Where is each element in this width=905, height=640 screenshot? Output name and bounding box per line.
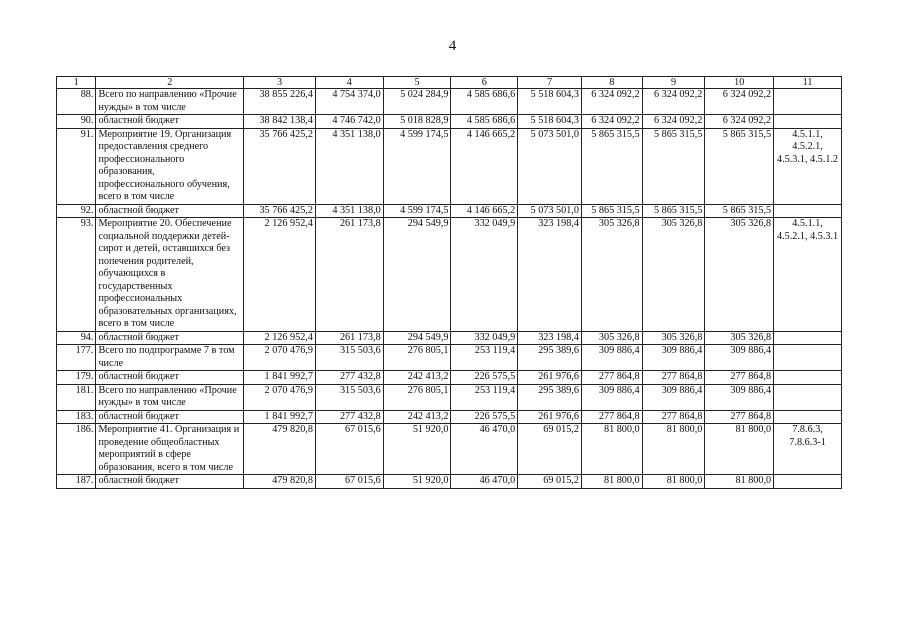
amount-cell: 5 518 604,3 — [518, 115, 582, 129]
row-number: 186. — [57, 424, 96, 475]
row-number: 187. — [57, 475, 96, 489]
amount-cell: 277 864,8 — [642, 410, 705, 424]
amount-cell: 81 800,0 — [705, 424, 774, 475]
amount-cell: 277 864,8 — [642, 371, 705, 385]
amount-cell: 323 198,4 — [518, 331, 582, 345]
target-reference — [774, 371, 842, 385]
amount-cell: 295 389,6 — [518, 345, 582, 371]
amount-cell: 315 503,6 — [315, 345, 383, 371]
amount-cell: 51 920,0 — [383, 424, 451, 475]
table-row — [57, 204, 842, 218]
amount-cell: 81 800,0 — [642, 475, 705, 489]
amount-cell: 226 575,5 — [451, 410, 518, 424]
amount-cell: 4 599 174,5 — [383, 128, 451, 204]
row-name: областной бюджет — [96, 331, 244, 345]
amount-cell: 35 766 425,2 — [244, 128, 316, 204]
table-row — [57, 410, 842, 424]
target-reference — [774, 89, 842, 115]
amount-cell: 253 119,4 — [451, 345, 518, 371]
table-row — [57, 371, 842, 385]
amount-cell: 5 865 315,5 — [581, 128, 642, 204]
target-reference — [774, 331, 842, 345]
row-number: 177. — [57, 345, 96, 371]
amount-cell: 4 746 742,0 — [315, 115, 383, 129]
amount-cell: 81 800,0 — [581, 475, 642, 489]
column-header: 2 — [96, 77, 244, 89]
amount-cell: 5 865 315,5 — [705, 128, 774, 204]
target-reference: 4.5.1.1, 4.5.2.1, 4.5.3.1 — [774, 218, 842, 332]
amount-cell: 277 864,8 — [705, 410, 774, 424]
amount-cell: 5 865 315,5 — [705, 204, 774, 218]
amount-cell: 242 413,2 — [383, 410, 451, 424]
amount-cell: 4 351 138,0 — [315, 128, 383, 204]
amount-cell: 1 841 992,7 — [244, 371, 316, 385]
amount-cell: 305 326,8 — [705, 218, 774, 332]
amount-cell: 261 976,6 — [518, 371, 582, 385]
amount-cell: 4 599 174,5 — [383, 204, 451, 218]
amount-cell: 295 389,6 — [518, 384, 582, 410]
amount-cell: 5 073 501,0 — [518, 204, 582, 218]
column-header-row — [57, 77, 842, 89]
amount-cell: 305 326,8 — [642, 331, 705, 345]
column-header: 3 — [244, 77, 316, 89]
row-number: 94. — [57, 331, 96, 345]
amount-cell: 6 324 092,2 — [705, 89, 774, 115]
amount-cell: 67 015,6 — [315, 424, 383, 475]
target-reference — [774, 384, 842, 410]
amount-cell: 38 855 226,4 — [244, 89, 316, 115]
table-row — [57, 424, 842, 475]
amount-cell: 6 324 092,2 — [581, 115, 642, 129]
row-number: 88. — [57, 89, 96, 115]
row-name: Всего по направлению «Прочие нужды» в том числе — [96, 89, 244, 115]
amount-cell: 5 024 284,9 — [383, 89, 451, 115]
amount-cell: 2 126 952,4 — [244, 331, 316, 345]
amount-cell: 277 432,8 — [315, 371, 383, 385]
target-reference — [774, 345, 842, 371]
amount-cell: 4 754 374,0 — [315, 89, 383, 115]
amount-cell: 277 864,8 — [705, 371, 774, 385]
amount-cell: 67 015,6 — [315, 475, 383, 489]
amount-cell: 309 886,4 — [705, 345, 774, 371]
row-number: 93. — [57, 218, 96, 332]
amount-cell: 305 326,8 — [581, 218, 642, 332]
row-name: Мероприятие 41. Организация и проведение общеобластных мероприятий в сфере образования, всего в том числе — [96, 424, 244, 475]
amount-cell: 51 920,0 — [383, 475, 451, 489]
amount-cell: 294 549,9 — [383, 218, 451, 332]
amount-cell: 332 049,9 — [451, 331, 518, 345]
table-row — [57, 128, 842, 204]
column-header: 7 — [518, 77, 582, 89]
amount-cell: 6 324 092,2 — [705, 115, 774, 129]
amount-cell: 309 886,4 — [581, 345, 642, 371]
amount-cell: 309 886,4 — [642, 384, 705, 410]
amount-cell: 277 864,8 — [581, 371, 642, 385]
amount-cell: 5 073 501,0 — [518, 128, 582, 204]
amount-cell: 5 865 315,5 — [642, 204, 705, 218]
amount-cell: 242 413,2 — [383, 371, 451, 385]
row-name: областной бюджет — [96, 410, 244, 424]
amount-cell: 46 470,0 — [451, 424, 518, 475]
amount-cell: 479 820,8 — [244, 424, 316, 475]
amount-cell: 276 805,1 — [383, 345, 451, 371]
amount-cell: 46 470,0 — [451, 475, 518, 489]
row-name: Всего по направлению «Прочие нужды» в том числе — [96, 384, 244, 410]
page-number: 4 — [448, 38, 457, 54]
amount-cell: 5 865 315,5 — [642, 128, 705, 204]
table-body — [57, 89, 842, 489]
amount-cell: 4 585 686,6 — [451, 115, 518, 129]
amount-cell: 5 018 828,9 — [383, 115, 451, 129]
amount-cell: 253 119,4 — [451, 384, 518, 410]
amount-cell: 315 503,6 — [315, 384, 383, 410]
target-reference — [774, 115, 842, 129]
amount-cell: 69 015,2 — [518, 424, 582, 475]
amount-cell: 323 198,4 — [518, 218, 582, 332]
amount-cell: 261 173,8 — [315, 218, 383, 332]
amount-cell: 4 585 686,6 — [451, 89, 518, 115]
amount-cell: 2 126 952,4 — [244, 218, 316, 332]
row-name: областной бюджет — [96, 475, 244, 489]
amount-cell: 5 518 604,3 — [518, 89, 582, 115]
amount-cell: 69 015,2 — [518, 475, 582, 489]
amount-cell: 305 326,8 — [642, 218, 705, 332]
row-number: 91. — [57, 128, 96, 204]
target-reference: 4.5.1.1, 4.5.2.1, 4.5.3.1, 4.5.1.2 — [774, 128, 842, 204]
amount-cell: 4 146 665,2 — [451, 128, 518, 204]
amount-cell: 38 842 138,4 — [244, 115, 316, 129]
amount-cell: 261 976,6 — [518, 410, 582, 424]
target-reference — [774, 410, 842, 424]
row-name: Мероприятие 19. Организация предоставления среднего профессионального образования, профессионального обучения, всего в том числе — [96, 128, 244, 204]
row-number: 90. — [57, 115, 96, 129]
amount-cell: 332 049,9 — [451, 218, 518, 332]
table-row — [57, 218, 842, 332]
row-number: 181. — [57, 384, 96, 410]
row-number: 179. — [57, 371, 96, 385]
amount-cell: 2 070 476,9 — [244, 384, 316, 410]
column-header: 5 — [383, 77, 451, 89]
column-header: 8 — [581, 77, 642, 89]
amount-cell: 309 886,4 — [642, 345, 705, 371]
amount-cell: 309 886,4 — [581, 384, 642, 410]
amount-cell: 4 351 138,0 — [315, 204, 383, 218]
amount-cell: 309 886,4 — [705, 384, 774, 410]
row-number: 183. — [57, 410, 96, 424]
column-header: 10 — [705, 77, 774, 89]
table-row — [57, 115, 842, 129]
column-header: 6 — [451, 77, 518, 89]
amount-cell: 6 324 092,2 — [642, 115, 705, 129]
amount-cell: 479 820,8 — [244, 475, 316, 489]
column-header: 1 — [57, 77, 96, 89]
amount-cell: 276 805,1 — [383, 384, 451, 410]
target-reference — [774, 475, 842, 489]
amount-cell: 6 324 092,2 — [581, 89, 642, 115]
target-reference: 7.8.6.3, 7.8.6.3-1 — [774, 424, 842, 475]
table-row — [57, 384, 842, 410]
row-name: Всего по подпрограмме 7 в том числе — [96, 345, 244, 371]
amount-cell: 35 766 425,2 — [244, 204, 316, 218]
amount-cell: 261 173,8 — [315, 331, 383, 345]
amount-cell: 305 326,8 — [705, 331, 774, 345]
amount-cell: 5 865 315,5 — [581, 204, 642, 218]
table-row — [57, 89, 842, 115]
amount-cell: 6 324 092,2 — [642, 89, 705, 115]
budget-table — [56, 76, 842, 489]
column-header: 4 — [315, 77, 383, 89]
amount-cell: 277 432,8 — [315, 410, 383, 424]
table-row — [57, 331, 842, 345]
amount-cell: 81 800,0 — [705, 475, 774, 489]
row-number: 92. — [57, 204, 96, 218]
column-header: 9 — [642, 77, 705, 89]
amount-cell: 81 800,0 — [642, 424, 705, 475]
amount-cell: 305 326,8 — [581, 331, 642, 345]
amount-cell: 226 575,5 — [451, 371, 518, 385]
row-name: Мероприятие 20. Обеспечение социальной поддержки детей-сирот и детей, оставшихся без попечения родителей, обучающихся в государственных профессиональных образовательных организациях, всего в том числе — [96, 218, 244, 332]
row-name: областной бюджет — [96, 371, 244, 385]
amount-cell: 2 070 476,9 — [244, 345, 316, 371]
amount-cell: 4 146 665,2 — [451, 204, 518, 218]
table-row — [57, 345, 842, 371]
amount-cell: 277 864,8 — [581, 410, 642, 424]
amount-cell: 1 841 992,7 — [244, 410, 316, 424]
row-name: областной бюджет — [96, 204, 244, 218]
amount-cell: 294 549,9 — [383, 331, 451, 345]
table-row — [57, 475, 842, 489]
amount-cell: 81 800,0 — [581, 424, 642, 475]
row-name: областной бюджет — [96, 115, 244, 129]
column-header: 11 — [774, 77, 842, 89]
target-reference — [774, 204, 842, 218]
